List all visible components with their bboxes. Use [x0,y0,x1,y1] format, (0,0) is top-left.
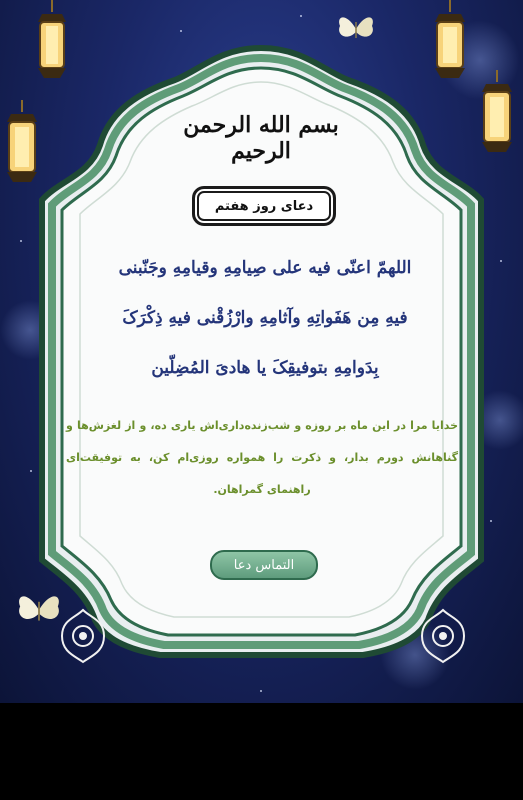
bismillah-calligraphy: بسم الله الرحمن الرحیم [183,112,339,164]
persian-translation: خدایا مرا در این ماه بر روزه و شب‌زنده‌داری‌اش یاری ده، و از لغزش‌ها و گناهانش دورم بدار، و ذکرت را همواره روزی‌ام کن، به توفیقت‌ای راهنمای گمراهان. [66,419,458,496]
arabic-line-2: فیهِ مِن هَفَواتِهِ وآثامِهِ وارْزُقْنی فیهِ ذِکْرَکَ [122,308,408,328]
prayer-request-label: التماس دعا [233,557,295,573]
prayer-request-badge [210,550,318,580]
day-title-badge [192,186,336,226]
day-title: دعای روز هفتم [214,198,314,214]
rosette-ornament-icon [418,608,468,664]
letterbox-bar [0,703,523,800]
rosette-ornament-icon [58,608,108,664]
arabic-line-1: اللهمّ اعنّی فیه علی صِیامِهِ وقیامِهِ وجَنّبنی [118,258,412,278]
arabic-line-3: بِدَوامِهِ بتوفیقِکَ یا هادیَ المُضِلّین [151,358,379,378]
